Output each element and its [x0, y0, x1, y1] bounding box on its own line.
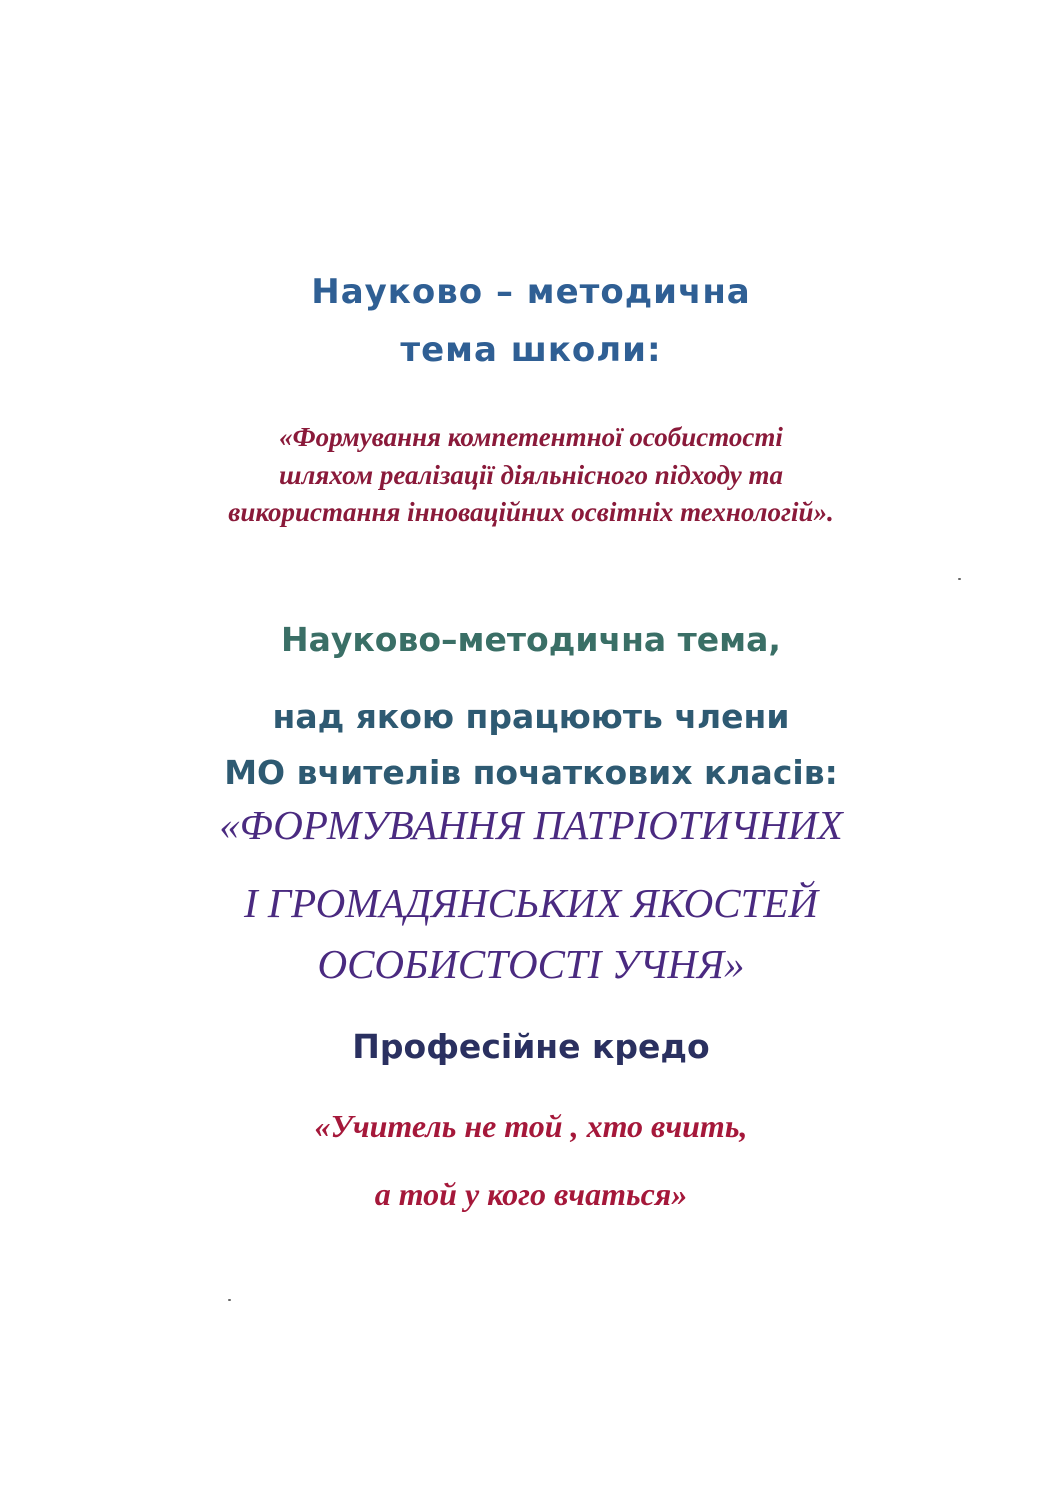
mo-theme-line-1: «ФОРМУВАННЯ ПАТРІОТИЧНИХ [219, 802, 843, 848]
scan-speck [958, 578, 961, 580]
school-title-line-1: Науково – методична [311, 272, 751, 312]
mo-title-line-2: над якою працюють члени [272, 697, 790, 736]
school-theme-line-3: використання інноваційних освітніх технологій». [228, 497, 834, 527]
school-theme-line-2: шляхом реалізації діяльнісного підходу та [279, 460, 783, 490]
credo-text-line-1: «Учитель не той , хто вчить, [314, 1108, 748, 1144]
mo-title-line-3: МО вчителів початкових класів: [224, 753, 838, 792]
mo-theme-line-2: І ГРОМАДЯНСЬКИХ ЯКОСТЕЙ [243, 880, 819, 926]
credo-title: Професійне кредо [352, 1027, 710, 1066]
school-title-line-2: тема школи: [400, 330, 662, 370]
scan-speck [228, 1299, 231, 1301]
mo-title-line-1: Науково–методична тема, [281, 620, 781, 659]
credo-text-line-2: а той у кого вчаться» [374, 1176, 688, 1212]
mo-theme-line-3: ОСОБИСТОСТІ УЧНЯ» [317, 941, 745, 987]
school-theme-line-1: «Формування компетентної особистості [279, 422, 783, 452]
